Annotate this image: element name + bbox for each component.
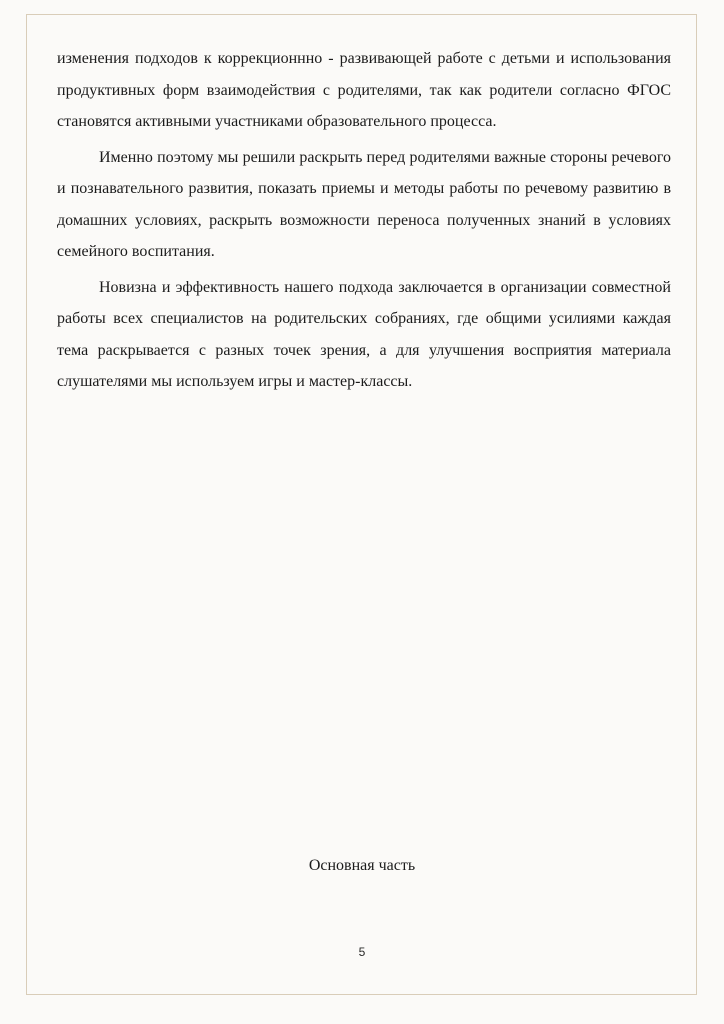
- paragraph-purpose: Именно поэтому мы решили раскрыть перед родителями важные стороны речевого и познавательного развития, показать приемы и методы работы по речевому развитию в домашних условиях, раскрыть возможности переноса полученных знаний в условиях семейного воспитания.: [57, 148, 671, 260]
- paragraph-novelty: Новизна и эффективность нашего подхода заключается в организации совместной работы всех специалистов на родительских собраниях, где общими усилиями каждая тема раскрывается с разных точек зрения, а для улучшения восприятия материала слушателями мы используем игры и мастер-классы.: [57, 278, 671, 390]
- body-text: [57, 43, 671, 398]
- paragraph-continuation: изменения подходов к коррекционнно - развивающей работе с детьми и использования продуктивных форм взаимодействия с родителями, так как родители согласно ФГОС становятся активными участниками образовательного процесса.: [57, 50, 671, 130]
- page-number: 5: [358, 945, 366, 959]
- section-heading: Основная часть: [308, 857, 416, 874]
